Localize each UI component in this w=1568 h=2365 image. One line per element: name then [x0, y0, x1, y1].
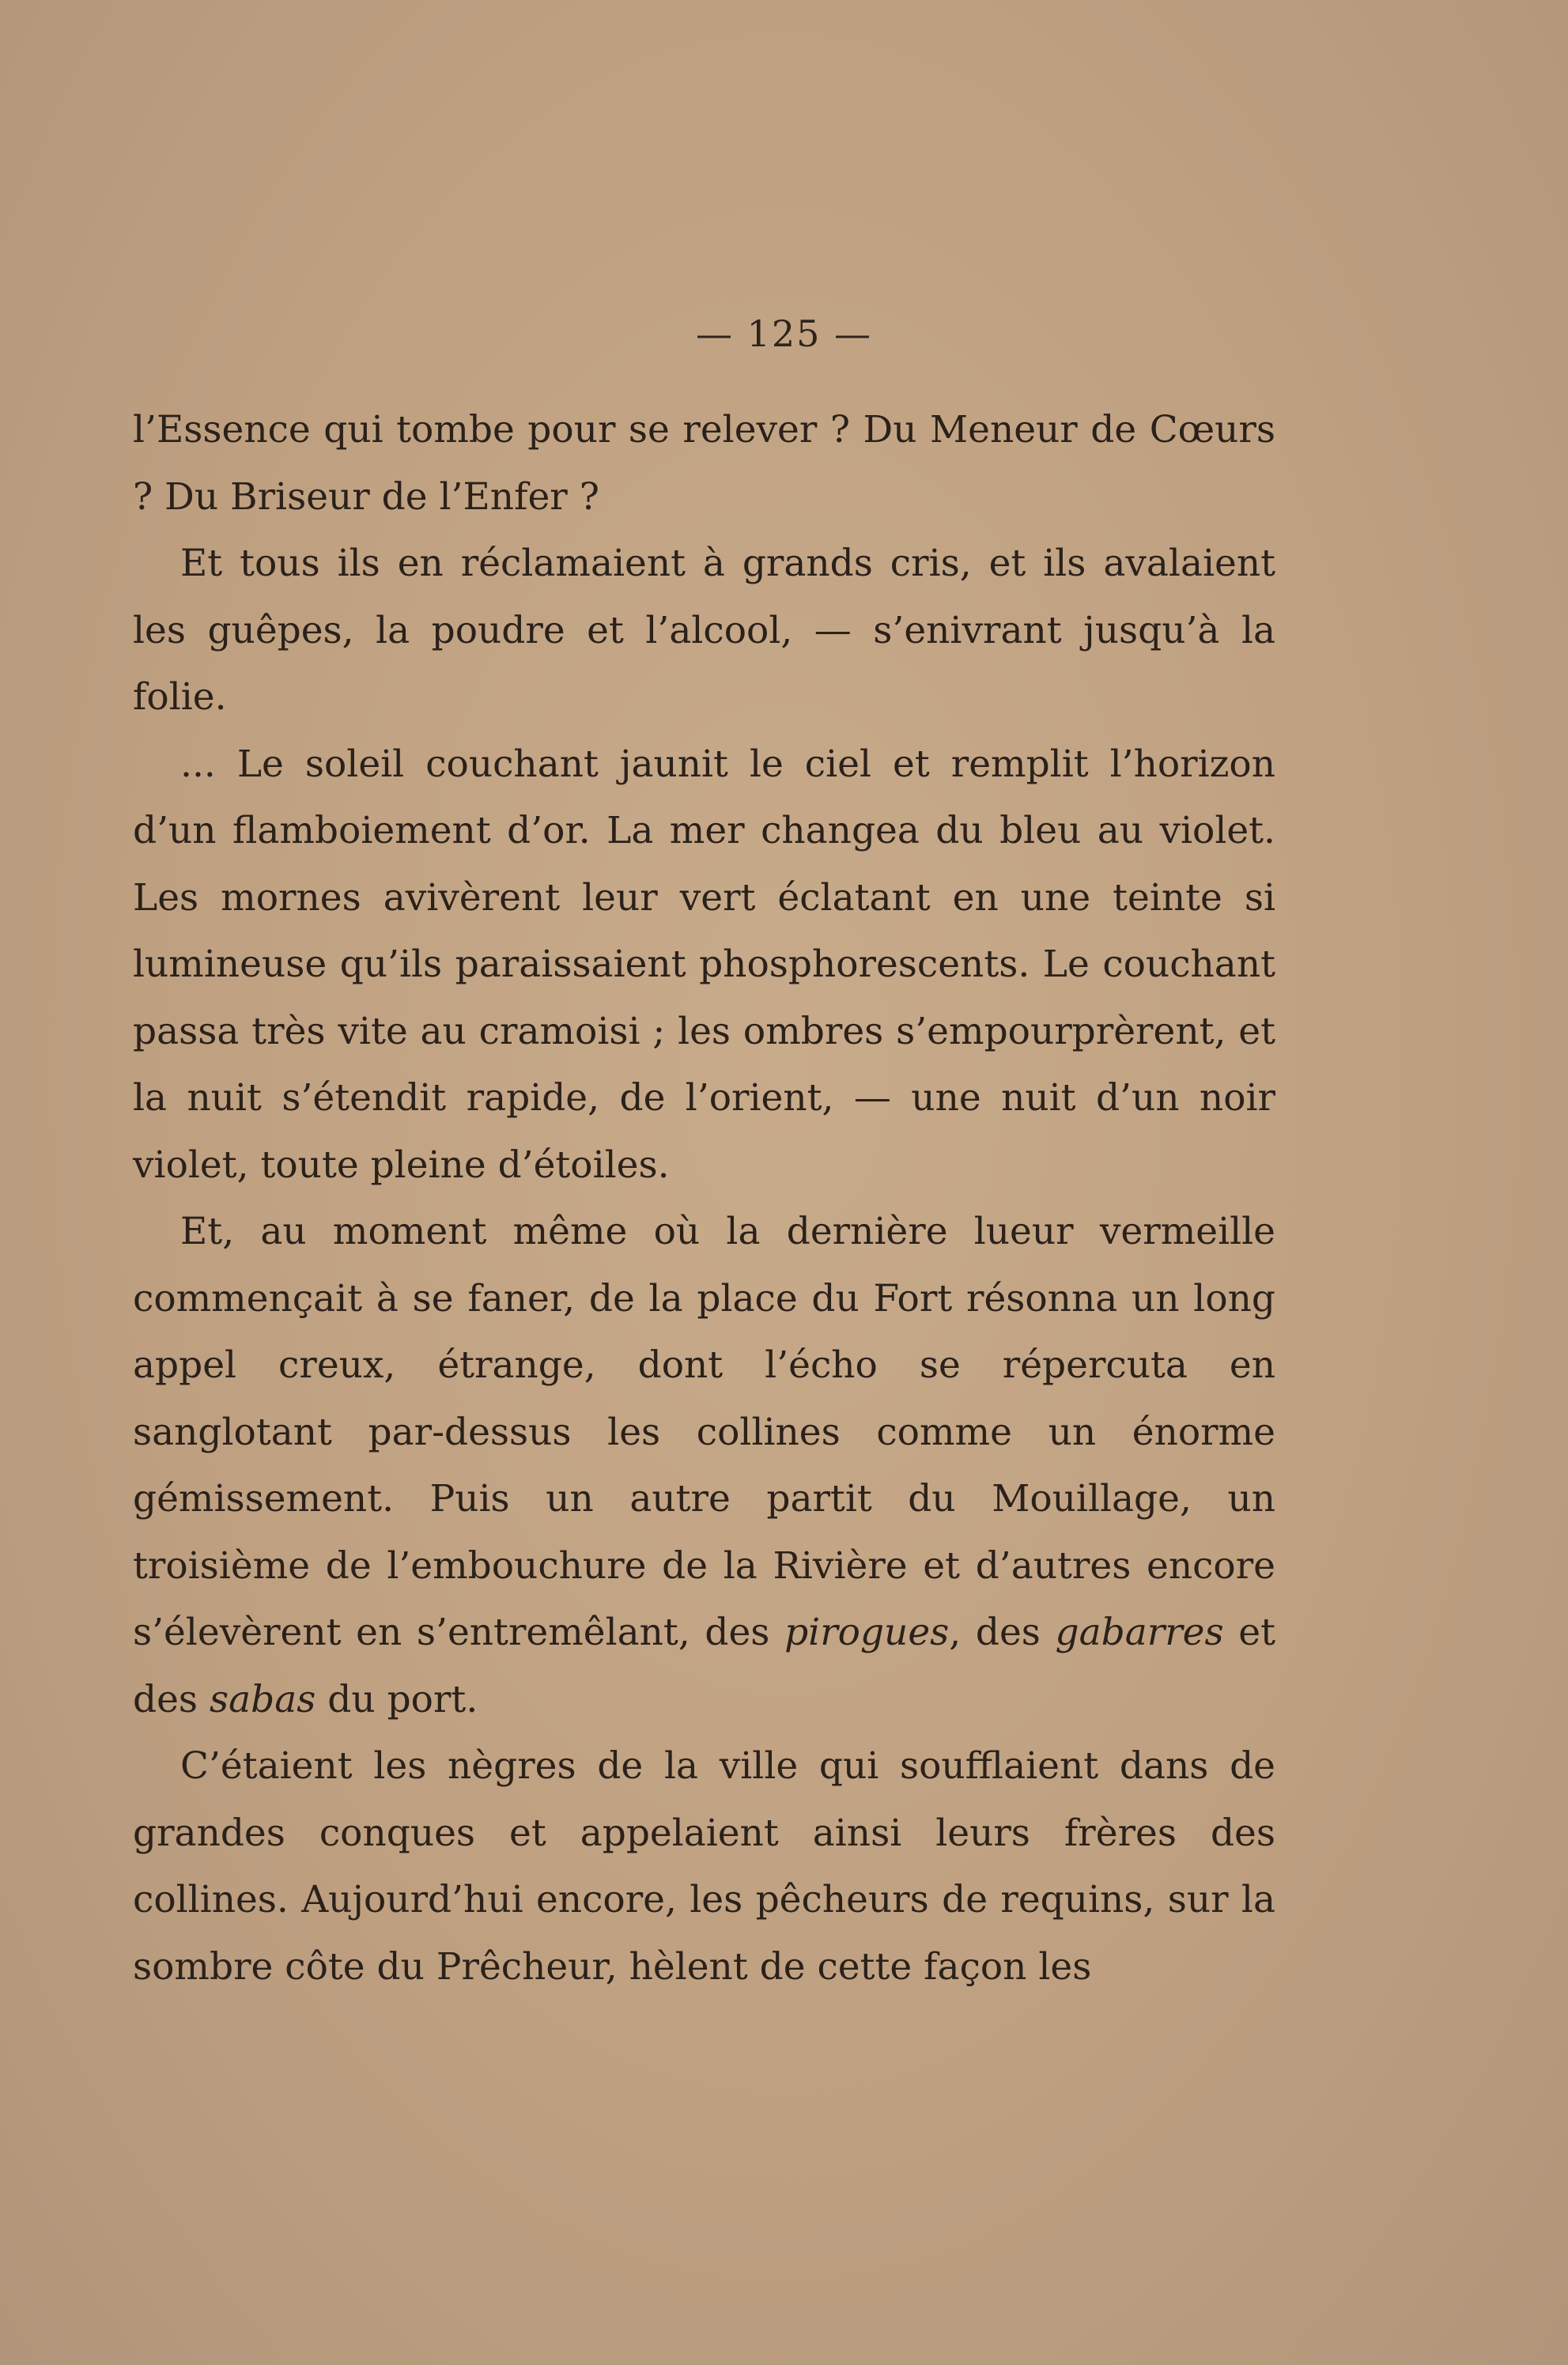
- text-run: , des: [949, 1611, 1056, 1654]
- paragraph-p4: [133, 1199, 1275, 1733]
- paragraph-p3: [133, 731, 1275, 1200]
- text-run: Et, au moment même où la dernière lueur vermeille commençait à se faner, de la place du Fort résonna un long appel creux, étrange, dont l’écho se répercuta en sanglotant par-dessus les collines comme un énorme gémissement. Puis un autre partit du Mouillage, un troisième de l’embouchure de la Rivière et d’autres encore s’élevèrent en s’entremêlant, des: [133, 1210, 1275, 1654]
- paragraph-p1: [133, 397, 1275, 531]
- italic-term: pirogues: [784, 1611, 950, 1654]
- italic-term: gabarres: [1055, 1611, 1224, 1654]
- paragraph-p2: [133, 531, 1275, 731]
- paragraph-p5: [133, 1733, 1275, 2000]
- body-text: [133, 397, 1275, 2000]
- page-number: — 125 —: [695, 312, 873, 355]
- text-run: l’Essence qui tombe pour se relever ? Du Meneur de Cœurs ? Du Briseur de l’Enfer ?: [133, 408, 1275, 519]
- text-run: Et tous ils en réclamaient à grands cris, et ils avalaient les guêpes, la poudre et l’alcool, — s’enivrant jusqu’à la folie.: [133, 542, 1275, 719]
- text-run: du port.: [315, 1677, 478, 1721]
- italic-term: sabas: [209, 1677, 316, 1721]
- text-run: C’étaient les nègres de la ville qui soufflaient dans de grandes conques et appelaient ainsi leurs frères des collines. Aujourd’hui encore, les pêcheurs de requins, sur la sombre côte du Prêcheur, hèlent de cette façon les: [133, 1744, 1275, 1989]
- text-run: et des: [133, 1611, 1275, 1721]
- text-run: ... Le soleil couchant jaunit le ciel et remplit l’horizon d’un flamboiement d’or. La mer changea du bleu au violet. Les mornes avivèrent leur vert éclatant en une teinte si lumineuse qu’ils paraissaient phosphorescents. Le couchant passa très vite au cramoisi ; les ombres s’empourprèrent, et la nuit s’étendit rapide, de l’orient, — une nuit d’un noir violet, toute pleine d’étoiles.: [133, 742, 1275, 1187]
